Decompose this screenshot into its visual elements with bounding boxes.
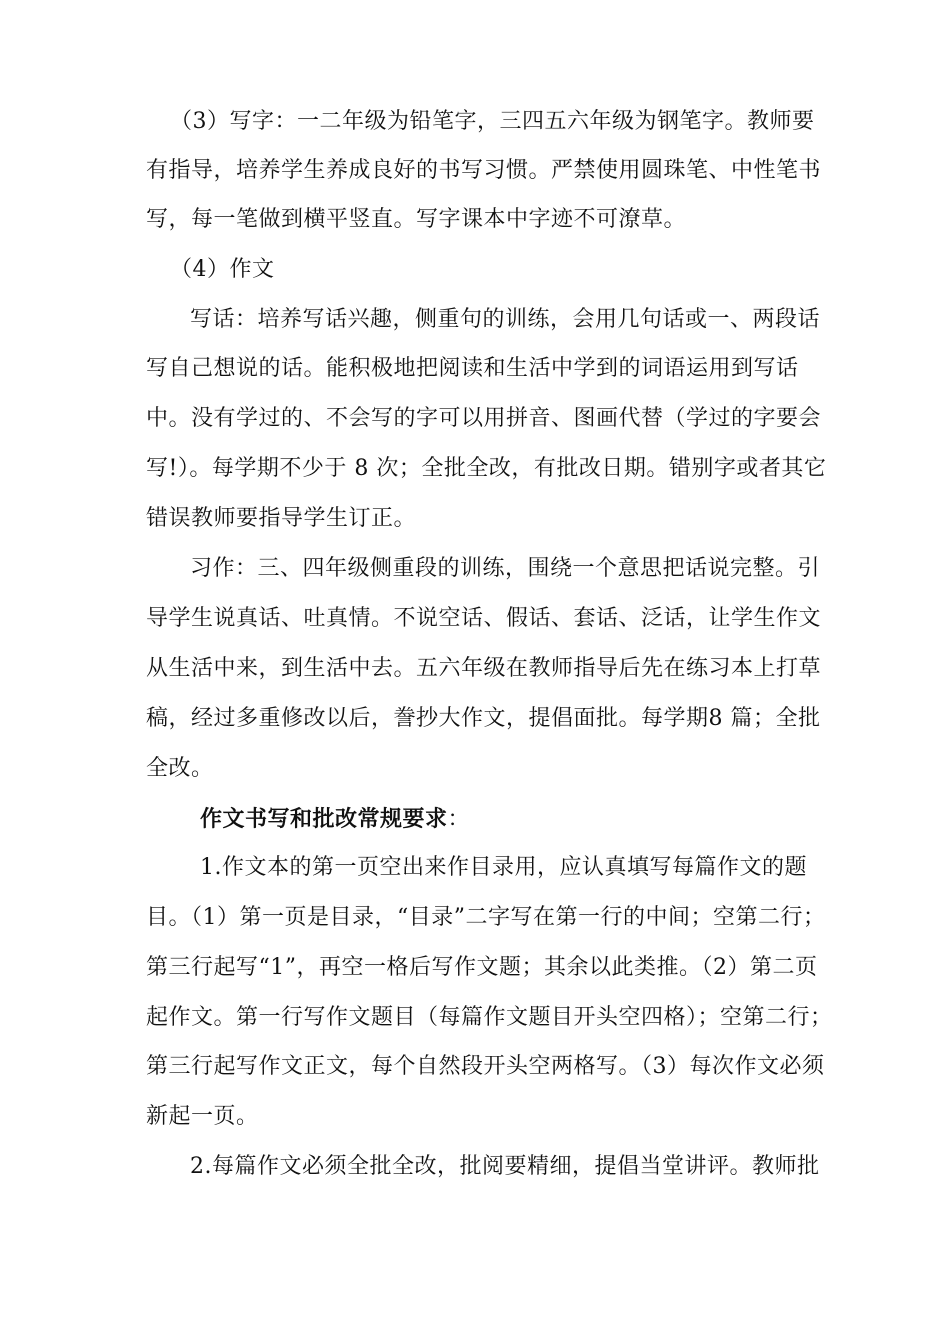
text-line-5: 写话：培养写话兴趣，侧重句的训练，会用几句话或一、两段话 [190, 307, 821, 332]
text-line-21: 2.每篇作文必须全批全改，批阅要精细，提倡当堂讲评。教师批 [190, 1154, 820, 1179]
text-line-1: （3）写字：一二年级为铅笔字，三四五六年级为钢笔字。教师要 [170, 109, 815, 134]
heading-colon: ： [447, 807, 471, 832]
text-line-12: 从生活中来，到生活中去。五六年级在教师指导后先在练习本上打草 [146, 656, 822, 681]
text-line-9: 错误教师要指导学生订正。 [146, 506, 417, 531]
text-line-3: 写，每一笔做到横平竖直。写字课本中字迹不可潦草。 [146, 207, 687, 232]
text-line-2: 有指导，培养学生养成良好的书写习惯。严禁使用圆珠笔、中性笔书 [146, 158, 822, 183]
text-line-17: 第三行起写“1”，再空一格后写作文题；其余以此类推。（2）第二页 [146, 955, 818, 980]
text-line-15: 1.作文本的第一页空出来作目录用，应认真填写每篇作文的题 [200, 855, 807, 880]
text-line-20: 新起一页。 [146, 1104, 259, 1129]
section-label-composition: （4）作文 [170, 257, 275, 282]
text-line-7: 中。没有学过的、不会写的字可以用拼音、图画代替（学过的字要会 [146, 406, 822, 431]
text-line-13: 稿，经过多重修改以后，誊抄大作文，提倡面批。每学期8 篇；全批 [146, 706, 821, 731]
text-line-11: 导学生说真话、吐真情。不说空话、假话、套话、泛话，让学生作文 [146, 606, 822, 631]
heading-text: 作文书写和批改常规要求 [200, 807, 448, 832]
text-line-18: 起作文。第一行写作文题目（每篇作文题目开头空四格）；空第二行； [146, 1005, 833, 1030]
text-line-8: 写!）。每学期不少于 8 次；全批全改，有批改日期。错别字或者其它 [146, 456, 827, 481]
text-line-19: 第三行起写作文正文，每个自然段开头空两格写。（3）每次作文必须 [146, 1054, 825, 1079]
text-line-14: 全改。 [146, 756, 214, 781]
section-heading [200, 805, 470, 835]
text-line-10: 习作：三、四年级侧重段的训练，围绕一个意思把话说完整。引 [190, 556, 821, 581]
text-line-6: 写自己想说的话。能积极地把阅读和生活中学到的词语运用到写话 [146, 356, 799, 381]
text-line-16: 目。（1）第一页是目录，“目录”二字写在第一行的中间；空第二行； [146, 905, 826, 930]
